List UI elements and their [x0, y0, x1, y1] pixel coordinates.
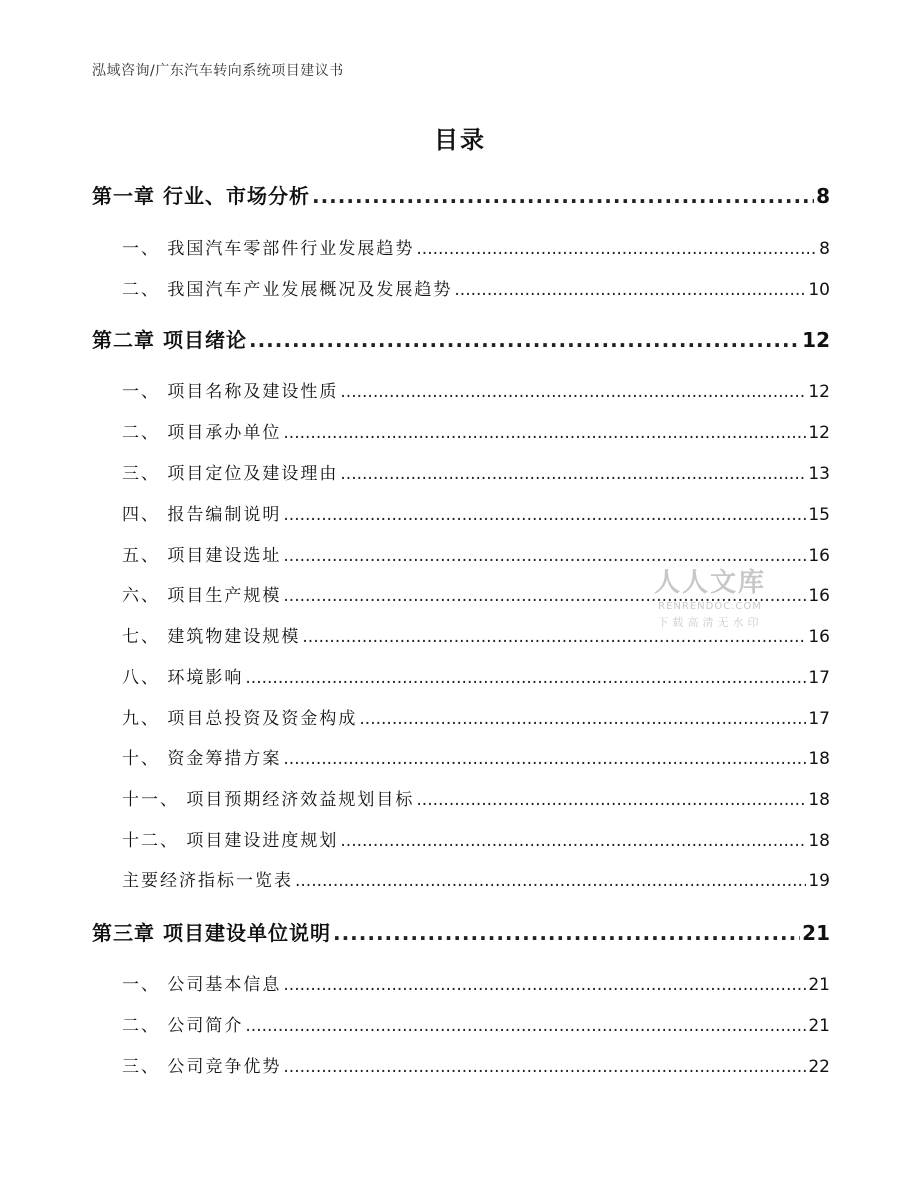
toc-label: 二、 项目承办单位	[122, 423, 282, 443]
watermark	[640, 562, 780, 630]
toc-section[interactable]	[92, 785, 830, 817]
dot-leader	[295, 871, 806, 891]
toc-section[interactable]	[92, 500, 830, 532]
toc-page-number: 18	[808, 749, 830, 769]
dot-leader	[416, 790, 806, 810]
toc-page-number: 16	[808, 546, 830, 566]
page-header: 泓域咨询/广东汽车转向系统项目建议书	[92, 63, 344, 79]
toc-label: 三、 公司竞争优势	[122, 1057, 282, 1077]
dot-leader	[340, 831, 806, 851]
watermark-subtitle: 下载高清无水印	[657, 616, 763, 629]
toc-label: 主要经济指标一览表	[122, 871, 293, 891]
toc-label: 二、 公司简介	[122, 1016, 244, 1036]
toc-section[interactable]	[92, 377, 830, 409]
toc-section[interactable]	[92, 234, 830, 266]
toc-section[interactable]	[92, 1011, 830, 1043]
toc-section[interactable]	[92, 970, 830, 1002]
watermark-title: 人人文库	[653, 568, 766, 598]
dot-leader	[283, 749, 806, 769]
toc-label: 七、 建筑物建设规模	[122, 627, 301, 647]
dot-leader	[454, 280, 806, 300]
toc-label: 一、 项目名称及建设性质	[122, 382, 339, 402]
toc-label: 一、 公司基本信息	[122, 975, 282, 995]
toc-page-number: 8	[816, 184, 830, 208]
toc-label: 十、 资金筹措方案	[122, 749, 282, 769]
toc-section[interactable]	[92, 418, 830, 450]
dot-leader	[245, 668, 806, 688]
dot-leader	[302, 627, 806, 647]
dot-leader	[340, 382, 806, 402]
dot-leader	[333, 921, 800, 945]
toc-label: 四、 报告编制说明	[122, 505, 282, 525]
toc-page-number: 21	[808, 1016, 830, 1036]
toc-label: 第三章 项目建设单位说明	[92, 921, 331, 945]
dot-leader	[283, 975, 806, 995]
toc-page-number: 12	[808, 423, 830, 443]
page-title: 目录	[434, 126, 486, 154]
toc-page-number: 13	[808, 464, 830, 484]
dot-leader	[283, 505, 806, 525]
toc-label: 十一、 项目预期经济效益规划目标	[122, 790, 415, 810]
toc-page-number: 18	[808, 831, 830, 851]
dot-leader	[283, 1057, 806, 1077]
toc-label: 六、 项目生产规模	[122, 586, 282, 606]
toc-chapter-3[interactable]	[92, 917, 830, 949]
toc-page-number: 12	[808, 382, 830, 402]
toc-section[interactable]	[92, 275, 830, 307]
toc-label: 第二章 项目绪论	[92, 328, 247, 352]
toc-section[interactable]	[92, 459, 830, 491]
toc-page-number: 22	[808, 1057, 830, 1077]
toc-page-number: 15	[808, 505, 830, 525]
toc-page-number: 8	[819, 239, 830, 259]
toc-label: 二、 我国汽车产业发展概况及发展趋势	[122, 280, 453, 300]
dot-leader	[416, 239, 817, 259]
watermark-url: RENRENDOC.COM	[658, 601, 762, 612]
toc-page-number: 16	[808, 627, 830, 647]
toc-page-number: 17	[808, 668, 830, 688]
toc-section[interactable]	[92, 866, 830, 898]
dot-leader	[245, 1016, 806, 1036]
toc-label: 第一章 行业、市场分析	[92, 184, 310, 208]
toc-page-number: 17	[808, 709, 830, 729]
toc-label: 三、 项目定位及建设理由	[122, 464, 339, 484]
toc-page-number: 18	[808, 790, 830, 810]
toc-chapter-1[interactable]	[92, 180, 830, 212]
dot-leader	[340, 464, 806, 484]
toc-section[interactable]	[92, 826, 830, 858]
dot-leader	[249, 328, 800, 352]
toc-label: 十二、 项目建设进度规划	[122, 831, 339, 851]
dot-leader	[312, 184, 814, 208]
toc-page-number: 16	[808, 586, 830, 606]
toc-page-number: 21	[808, 975, 830, 995]
toc-page-number: 12	[802, 328, 830, 352]
toc-section[interactable]	[92, 1052, 830, 1084]
toc-chapter-2[interactable]	[92, 324, 830, 356]
toc-label: 八、 环境影响	[122, 668, 244, 688]
toc-page-number: 10	[808, 280, 830, 300]
toc-section[interactable]	[92, 663, 830, 695]
toc-page-number: 19	[808, 871, 830, 891]
toc-label: 一、 我国汽车零部件行业发展趋势	[122, 239, 415, 259]
dot-leader	[359, 709, 806, 729]
toc-section[interactable]	[92, 704, 830, 736]
toc-label: 五、 项目建设选址	[122, 546, 282, 566]
toc-page-number: 21	[802, 921, 830, 945]
toc-label: 九、 项目总投资及资金构成	[122, 709, 358, 729]
toc-section[interactable]	[92, 744, 830, 776]
dot-leader	[283, 423, 806, 443]
